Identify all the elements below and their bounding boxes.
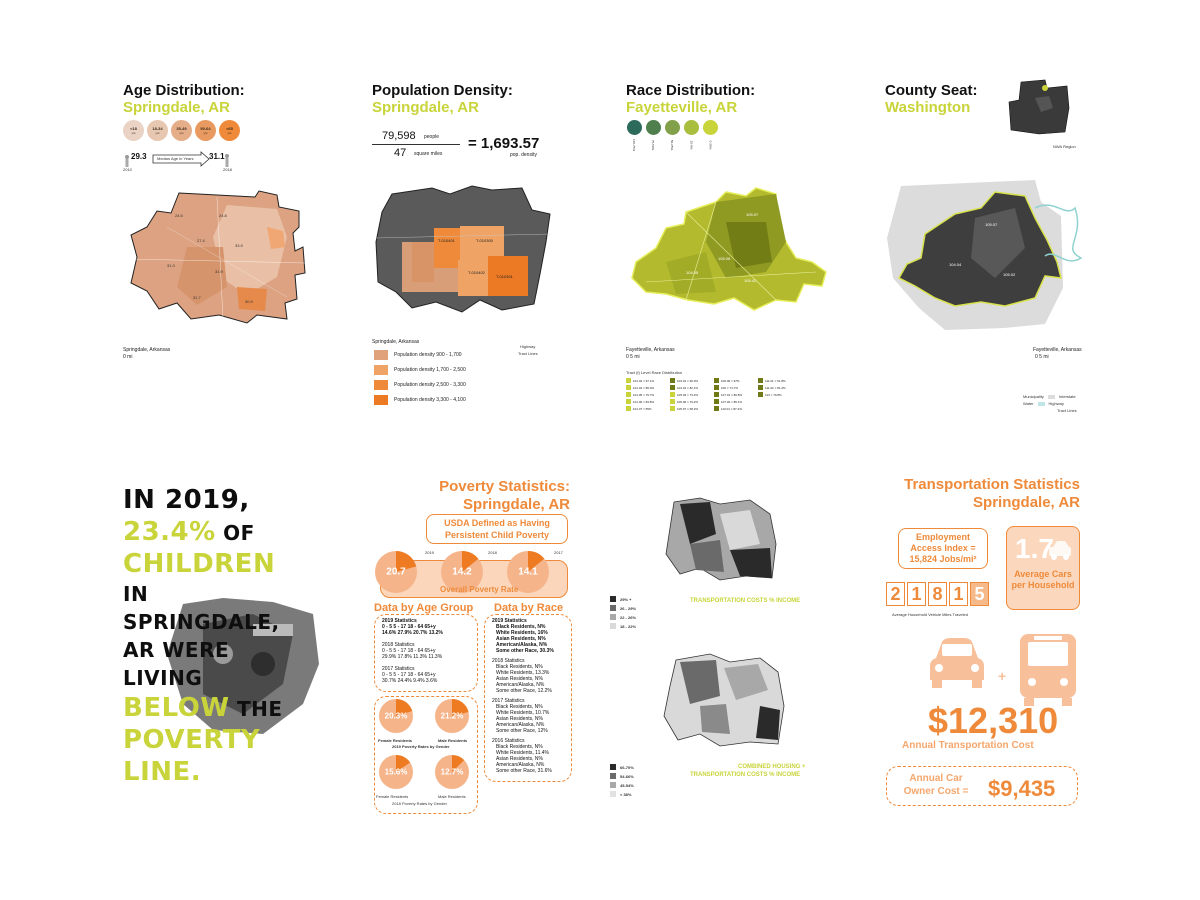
statement-line: LINE. bbox=[123, 757, 202, 787]
cars-value: 1.7 bbox=[1015, 533, 1054, 564]
race-legend-item: 107.01 = 80.8% bbox=[714, 392, 756, 397]
statement-text bbox=[123, 484, 323, 788]
race-subtitle: Fayetteville, AR bbox=[626, 99, 738, 116]
county-panel bbox=[885, 82, 1085, 422]
costs-caption-bottom-2: TRANSPORTATION COSTS % INCOME bbox=[690, 772, 801, 778]
gender-2019-caption: 2019 Poverty Rates by Gender bbox=[392, 744, 450, 749]
race-caption: Fayetteville, Arkansas bbox=[626, 347, 675, 353]
cars-label: Average Cars per Household bbox=[1011, 569, 1075, 590]
gender-2018-female-label: Female Residents bbox=[376, 794, 409, 799]
age-circle: 50-64 yrs bbox=[195, 120, 216, 141]
race-circle: 25-0% bbox=[683, 120, 700, 147]
density-result: = 1,693.57 bbox=[468, 135, 540, 152]
poverty-panel bbox=[370, 478, 570, 818]
median-age-label: Median Age in Years bbox=[157, 156, 194, 161]
race-title-section: Data by Race bbox=[494, 602, 564, 614]
county-caption: Fayetteville, Arkansas bbox=[1033, 347, 1082, 353]
svg-text:24.5: 24.5 bbox=[175, 213, 183, 218]
median-age-2010: 29.3 bbox=[131, 152, 147, 161]
overall-pie: 14.1 bbox=[506, 550, 550, 594]
gender-pie-female-2019: 20.3% bbox=[378, 698, 414, 734]
svg-text:105.02: 105.02 bbox=[1003, 272, 1016, 277]
svg-text:104.05: 104.05 bbox=[686, 270, 699, 275]
legend-item: Population density 2,500 - 3,300 bbox=[374, 380, 466, 390]
owner-cost-value: $9,435 bbox=[988, 776, 1056, 801]
gender-2019-male-label: Male Residents bbox=[438, 738, 468, 743]
svg-text:33.9: 33.9 bbox=[235, 243, 243, 248]
age-group-stats: 2019 Statistics 0 - 5 5 - 17 18 - 64 65+y 14.6% 27.9% 20.7% 13.2% 2018 Statistics 0 - 5 5 - 17 18 - 64 65+y 29.9% 17.8% 11.3% 11.3% 2017 Statistics 0 - 5 5 - 17 18 - 64 65+y 30.7% 24.4% 9.4% 3.6% bbox=[382, 618, 443, 684]
overall-pies: 20.7 14.2 14.1 2019 2018 2017 bbox=[370, 550, 570, 594]
density-subtitle: Springdale, AR bbox=[372, 99, 479, 116]
age-group-title: Data by Age Group bbox=[374, 602, 474, 614]
gender-pie-male-2018: 12.7% bbox=[434, 754, 470, 790]
race-title: Race Distribution: bbox=[626, 82, 756, 99]
fraction-line bbox=[372, 144, 460, 145]
statement-line: POVERTY bbox=[123, 725, 261, 755]
gender-pie-male-2019: 21.2% bbox=[434, 698, 470, 734]
race-legend-item: 101.07 = 55% bbox=[626, 406, 668, 411]
median-age-row bbox=[123, 151, 323, 173]
statement-line: BELOW THE bbox=[123, 693, 283, 723]
area-value: 47 bbox=[394, 147, 407, 159]
costs-caption-top: TRANSPORTATION COSTS % INCOME bbox=[690, 598, 801, 604]
svg-text:24.8: 24.8 bbox=[219, 213, 227, 218]
svg-text:105.06: 105.06 bbox=[718, 256, 731, 261]
costs-caption-bottom-1: COMBINED HOUSING + bbox=[738, 764, 806, 770]
county-subtitle: Washington bbox=[885, 99, 971, 116]
statement-line: 23.4% OF bbox=[123, 517, 255, 547]
race-legend-item: 101.06 = 83.8% bbox=[626, 399, 668, 404]
statement-line: LIVING bbox=[123, 666, 203, 690]
race-legend-item: 101.02 = 97.1% bbox=[626, 378, 668, 383]
owner-cost-label: Annual Car Owner Cost = bbox=[903, 773, 969, 797]
cars-box bbox=[1006, 526, 1080, 610]
county-title: County Seat: bbox=[885, 82, 978, 99]
plus-sign: + bbox=[998, 668, 1007, 684]
age-subtitle: Springdale, AR bbox=[123, 99, 230, 116]
vmt-digit: 1 bbox=[949, 582, 968, 606]
svg-text:T-010301: T-010301 bbox=[496, 274, 513, 279]
age-circle: <65 yrs bbox=[219, 120, 240, 141]
poverty-title: Poverty Statistics: bbox=[439, 478, 570, 495]
race-circle: 100-75% bbox=[626, 120, 643, 147]
median-age-2018-year: 2018 bbox=[223, 167, 232, 172]
vmt-digit: 5 bbox=[970, 582, 989, 606]
legend-item: Population density 3,300 - 4,100 bbox=[374, 395, 466, 405]
race-circle: 0-25% bbox=[702, 120, 719, 147]
svg-text:104.04: 104.04 bbox=[949, 262, 962, 267]
race-legend-item: 103.01 = 90.0% bbox=[670, 378, 712, 383]
race-legend-item: 101.04 = 86.0% bbox=[626, 385, 668, 390]
statement-panel bbox=[123, 484, 323, 814]
density-panel bbox=[372, 82, 572, 412]
people-value: 79,598 bbox=[382, 130, 416, 142]
overall-label: Overall Poverty Rate bbox=[440, 585, 519, 594]
race-legend bbox=[626, 378, 800, 411]
vmt-digit: 8 bbox=[928, 582, 947, 606]
density-title: Population Density: bbox=[372, 82, 513, 99]
costs-panel bbox=[610, 490, 820, 797]
race-legend-item: 105.03 = 73.4% bbox=[670, 392, 712, 397]
age-map-scale: 0 mi bbox=[123, 354, 133, 360]
transport-subtitle: Springdale, AR bbox=[973, 494, 1080, 511]
legend-item: Population density 900 - 1,700 bbox=[374, 350, 466, 360]
age-title: Age Distribution: bbox=[123, 82, 245, 99]
vmt-label: Average Household Vehicle Miles Traveled bbox=[892, 612, 968, 617]
svg-text:105.07: 105.07 bbox=[746, 212, 759, 217]
annual-cost-value: $12,310 bbox=[928, 700, 1059, 741]
statement-line: AR WERE bbox=[123, 638, 230, 662]
race-stats: 2019 Statistics Black Residents, N% White Residents, 16% Asian Residents, N% American/Alaska, N% Some other Race, 30.3% 2018 Statistics Black Residents, N% White Residents, 13.3% Asian Residents, N% American/Alaska, N% Some other Race, 12.2% 2017 Statistics Black Residents, N% White Residents, 10.7% Asian Residents, N% American/Alaska, N% Some other Race, 12% 2016 Statistics Black Residents, N% White Residents, 11.4% Asian Residents, N% American/Alaska, N% Some other Race, 31.6% bbox=[492, 618, 554, 774]
race-circle: 50-25% bbox=[664, 120, 681, 147]
springdale-age-map bbox=[127, 187, 317, 327]
svg-text:31.7: 31.7 bbox=[193, 295, 201, 300]
overall-pie: 20.7 bbox=[374, 550, 418, 594]
gender-2019-female-label: Female Residents bbox=[378, 738, 413, 743]
race-map bbox=[626, 182, 836, 332]
race-legend-item: 104.01 = 82.1% bbox=[670, 385, 712, 390]
race-legend-item: 110.01 = 87.4% bbox=[714, 406, 756, 411]
density-result-unit: pop. density bbox=[510, 152, 537, 158]
race-legend-item: 106 = 74.7% bbox=[714, 385, 756, 390]
median-age-2018: 31.1 bbox=[209, 152, 225, 161]
statement-line: SPRINGDALE, bbox=[123, 610, 280, 634]
race-legend-item: 111.01 = 91.8% bbox=[758, 378, 800, 383]
svg-text:31.9: 31.9 bbox=[215, 269, 223, 274]
gender-2018-male-label: Male Residents bbox=[438, 794, 466, 799]
age-map-caption: Springdale, Arkansas bbox=[123, 347, 171, 353]
line-legend-tract: Tract Lines bbox=[518, 351, 538, 356]
race-legend-item: 111.02 = 81.2% bbox=[758, 385, 800, 390]
overall-pie: 14.2 bbox=[440, 550, 484, 594]
svg-text:T-010401: T-010401 bbox=[438, 238, 455, 243]
median-age-2010-year: 2010 bbox=[123, 167, 132, 172]
car-front-icon bbox=[926, 634, 988, 692]
housing-transport-map bbox=[660, 650, 790, 750]
race-legend-item: 113 = 79.8% bbox=[758, 392, 800, 397]
svg-text:105.42: 105.42 bbox=[744, 278, 757, 283]
county-scale: 0 5 mi bbox=[1035, 354, 1049, 360]
nwa-inset-map bbox=[1005, 78, 1075, 136]
line-legend-highway: Highway bbox=[520, 344, 536, 349]
legend-item: Population density 1,700 - 2,500 bbox=[374, 365, 466, 375]
usda-badge: USDA Defined as Having Persistent Child Poverty bbox=[426, 514, 568, 544]
svg-text:T-010300: T-010300 bbox=[476, 238, 493, 243]
svg-text:T-010402: T-010402 bbox=[468, 270, 485, 275]
race-legend-item bbox=[758, 399, 800, 404]
vmt-digits bbox=[886, 582, 989, 606]
race-legend-title: Tract (f) Level Race Distribution bbox=[626, 370, 683, 375]
annual-cost-label: Annual Transportation Cost bbox=[902, 740, 1034, 751]
vmt-digit: 1 bbox=[907, 582, 926, 606]
age-panel bbox=[123, 82, 323, 372]
vmt-digit: 2 bbox=[886, 582, 905, 606]
race-legend-item: 105.06 = 79.2% bbox=[670, 399, 712, 404]
race-circles bbox=[626, 120, 826, 152]
race-legend-item: 106.06 = 97% bbox=[714, 378, 756, 383]
gender-2018-caption: 2018 Poverty Rates by Gender bbox=[392, 801, 447, 806]
race-panel bbox=[626, 82, 826, 422]
transport-costs-map bbox=[660, 494, 780, 584]
race-legend-item: 107.02 = 85.1% bbox=[714, 399, 756, 404]
bus-icon bbox=[1016, 632, 1080, 708]
age-circles bbox=[123, 120, 323, 141]
density-legend bbox=[374, 350, 466, 410]
density-map bbox=[372, 182, 552, 322]
age-circle: <18 yrs bbox=[123, 120, 144, 141]
race-scale: 0 5 mi bbox=[626, 354, 640, 360]
svg-text:30.9: 30.9 bbox=[245, 299, 253, 304]
age-circle: 35-49 yrs bbox=[171, 120, 192, 141]
density-caption: Springdale, Arkansas bbox=[372, 339, 420, 345]
svg-text:31.3: 31.3 bbox=[167, 263, 175, 268]
people-unit: people bbox=[424, 134, 440, 140]
race-legend-item: 105.07 = 68.2% bbox=[670, 406, 712, 411]
poverty-subtitle: Springdale, AR bbox=[463, 496, 570, 513]
employment-index-box: Employment Access Index = 15,824 Jobs/mi² bbox=[898, 528, 988, 569]
transport-panel bbox=[880, 476, 1080, 816]
statement-line: IN 2019, bbox=[123, 485, 250, 515]
statement-line: CHILDREN bbox=[123, 549, 276, 579]
costs-legend-top: 29% + 26 - 29% 22 - 26% 18 - 22% bbox=[610, 596, 636, 629]
svg-text:105.07: 105.07 bbox=[985, 222, 998, 227]
county-legend: Municipality Interstate Water Highway Tract Lines bbox=[1023, 394, 1077, 413]
fayetteville-county-map bbox=[885, 178, 1085, 336]
age-circle: 18-34 yrs bbox=[147, 120, 168, 141]
area-unit: square miles bbox=[414, 151, 443, 157]
transport-title: Transportation Statistics bbox=[904, 476, 1080, 493]
costs-legend-bottom: 66-70% 54-66% 45-54% < 38% bbox=[610, 764, 634, 797]
statement-line: IN bbox=[123, 582, 149, 606]
race-legend-item: 101.05 = 79.7% bbox=[626, 392, 668, 397]
svg-text:27.4: 27.4 bbox=[197, 238, 205, 243]
race-circle: 75-50% bbox=[645, 120, 662, 147]
nwa-inset-caption: NWA Region bbox=[1053, 144, 1076, 149]
gender-pie-female-2018: 15.6% bbox=[378, 754, 414, 790]
